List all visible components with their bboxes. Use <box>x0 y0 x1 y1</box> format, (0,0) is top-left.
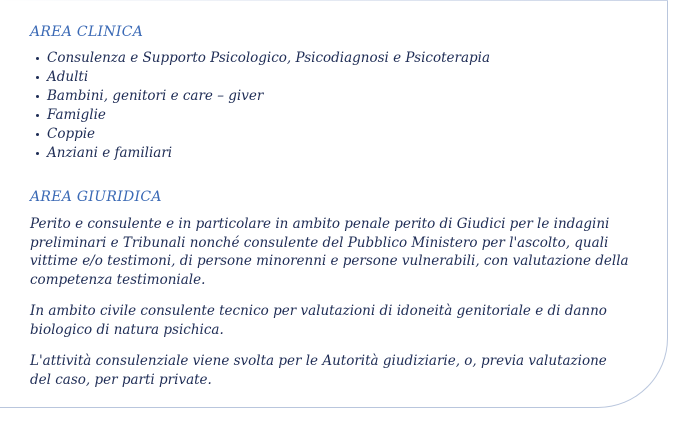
area-clinica-list <box>30 49 630 163</box>
list-item-label: Adulti <box>47 69 89 85</box>
bullet-icon <box>36 57 39 60</box>
list-item <box>30 68 630 87</box>
bullet-icon <box>36 133 39 136</box>
bullet-icon <box>36 152 39 155</box>
giuridica-paragraph-consulenza: L'attività consulenziale viene svolta per le Autorità giudiziarie, o, previa valutazione del caso, per parti private. <box>30 353 607 388</box>
list-item-label: Consulenza e Supporto Psicologico, Psicodiagnosi e Psicoterapia <box>47 50 491 66</box>
giuridica-paragraph-penale: Perito e consulente e in particolare in ambito penale perito di Giudici per le indagini preliminari e Tribunali nonché consulente del Pubblico Ministero per l'ascolto, quali vittime e/o testimoni, di persone minorenni e persone vulnerabili, con valutazione della competenza testimoniale. <box>30 216 629 288</box>
bullet-icon <box>36 114 39 117</box>
bullet-icon <box>36 76 39 79</box>
list-item-label: Coppie <box>47 126 96 142</box>
list-item <box>30 87 630 106</box>
list-item-label: Anziani e familiari <box>47 145 173 161</box>
area-giuridica-title: AREA GIURIDICA <box>30 189 162 205</box>
list-item <box>30 125 630 144</box>
giuridica-paragraph-civile: In ambito civile consulente tecnico per valutazioni di idoneità genitoriale e di danno biologico di natura psichica. <box>30 303 607 338</box>
bullet-icon <box>36 95 39 98</box>
list-item <box>30 144 630 163</box>
main-content <box>30 22 630 389</box>
list-item-label: Bambini, genitori e care – giver <box>47 88 264 104</box>
panel-top-border <box>0 0 668 1</box>
list-item <box>30 106 630 125</box>
area-clinica-title: AREA CLINICA <box>30 24 144 40</box>
list-item <box>30 49 630 68</box>
list-item-label: Famiglie <box>47 107 106 123</box>
